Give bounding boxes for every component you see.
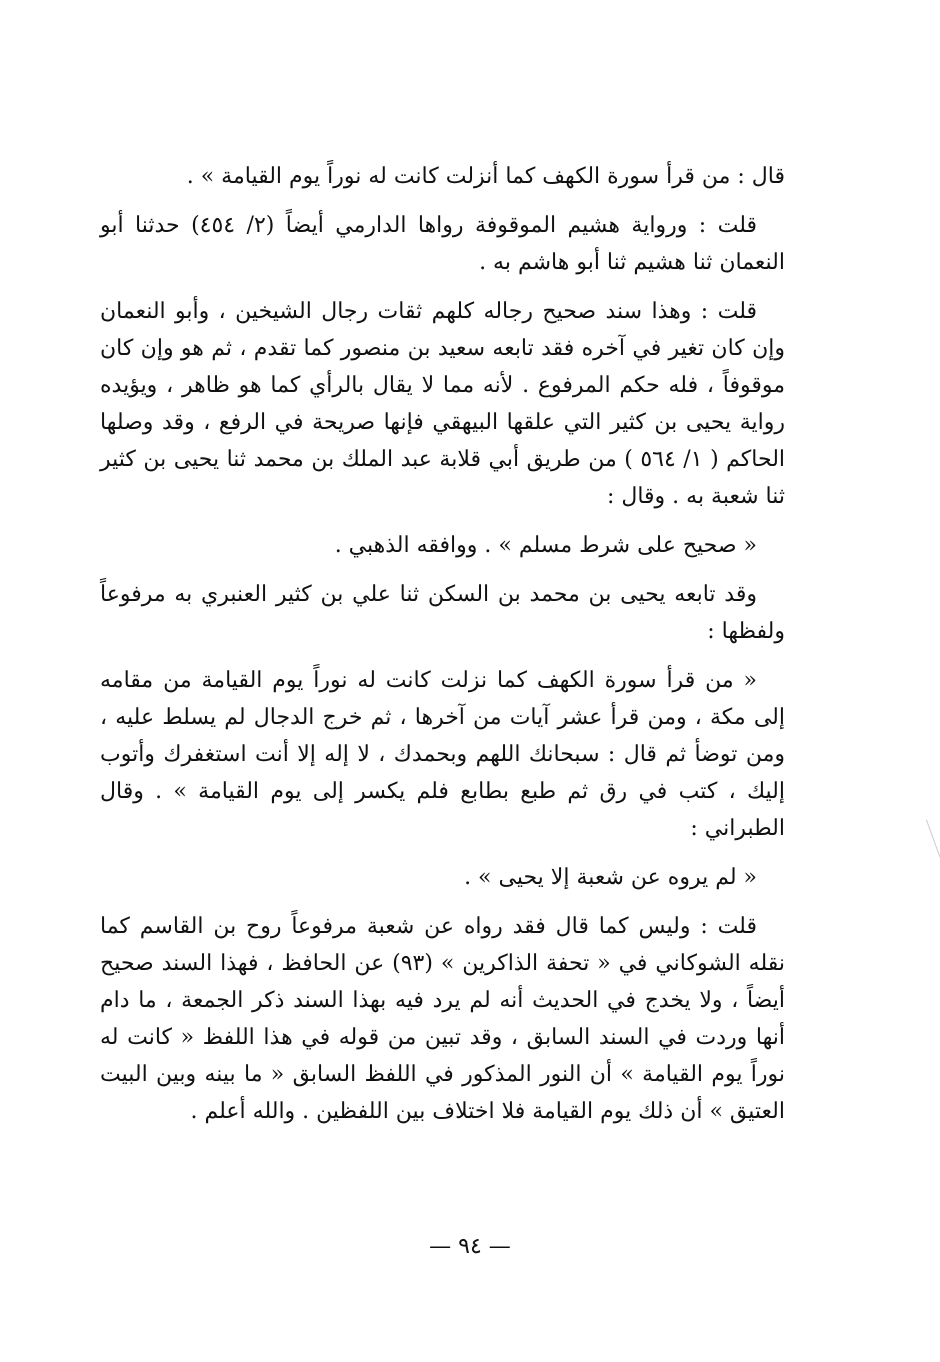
paragraph-6: « من قرأ سورة الكهف كما نزلت كانت له نوراً يوم القيامة من مقامه إلى مكة ، ومن قرأ عشر آيات من آخرها ، ثم خرج الدجال لم يسلط عليه ، ومن توضأ ثم قال : سبحانك اللهم وبحمدك ، لا إله إلا أنت استغفرك وأتوب إليك ، كتب في رق ثم طبع بطابع فلم يكسر إلى يوم القيامة » . وقال الطبراني : [100, 668, 785, 841]
paragraph-5: وقد تابعه يحيى بن محمد بن السكن ثنا علي بن كثير العنبري به مرفوعاً ولفظها : [100, 582, 785, 644]
page-body [100, 158, 785, 1142]
page-number: — ٩٤ — [429, 1234, 511, 1259]
paragraph-4: « صحيح على شرط مسلم » . ووافقه الذهبي . [334, 533, 757, 558]
paragraph-1: قال : من قرأ سورة الكهف كما أنزلت كانت له نوراً يوم القيامة » . [186, 164, 785, 189]
margin-mark [918, 820, 940, 861]
paragraph-7: « لم يروه عن شعبة إلا يحيى » . [464, 865, 757, 890]
paragraph-8: قلت : وليس كما قال فقد رواه عن شعبة مرفوعاً روح بن القاسم كما نقله الشوكاني في « تحفة الذاكرين » (٩٣) عن الحافظ ، فهذا السند صحيح أيضاً ، ولا يخدج في الحديث أنه لم يرد فيه بهذا السند ذكر الجمعة ، ما دام أنها وردت في السند السابق ، وقد تبين من قوله في هذا اللفظ « كانت له نوراً يوم القيامة » أن النور المذكور في اللفظ السابق « ما بينه وبين البيت العتيق » أن ذلك يوم القيامة فلا اختلاف بين اللفظين . والله أعلم . [100, 914, 785, 1124]
paragraph-3: قلت : وهذا سند صحيح رجاله كلهم ثقات رجال الشيخين ، وأبو النعمان وإن كان تغير في آخره فقد تابعه سعيد بن منصور كما تقدم ، ثم هو وإن كان موقوفاً ، فله حكم المرفوع . لأنه مما لا يقال بالرأي كما هو ظاهر ، ويؤيده رواية يحيى بن كثير التي علقها البيهقي فإنها صريحة في الرفع ، وقد وصلها الحاكم ( ١/ ٥٦٤ ) من طريق أبي قلابة عبد الملك بن محمد ثنا يحيى بن كثير ثنا شعبة به . وقال : [100, 299, 786, 509]
paragraph-2: قلت : ورواية هشيم الموقوفة رواها الدارمي أيضاً (٢/ ٤٥٤) حدثنا أبو النعمان ثنا هشيم ثنا أبو هاشم به . [100, 213, 785, 275]
